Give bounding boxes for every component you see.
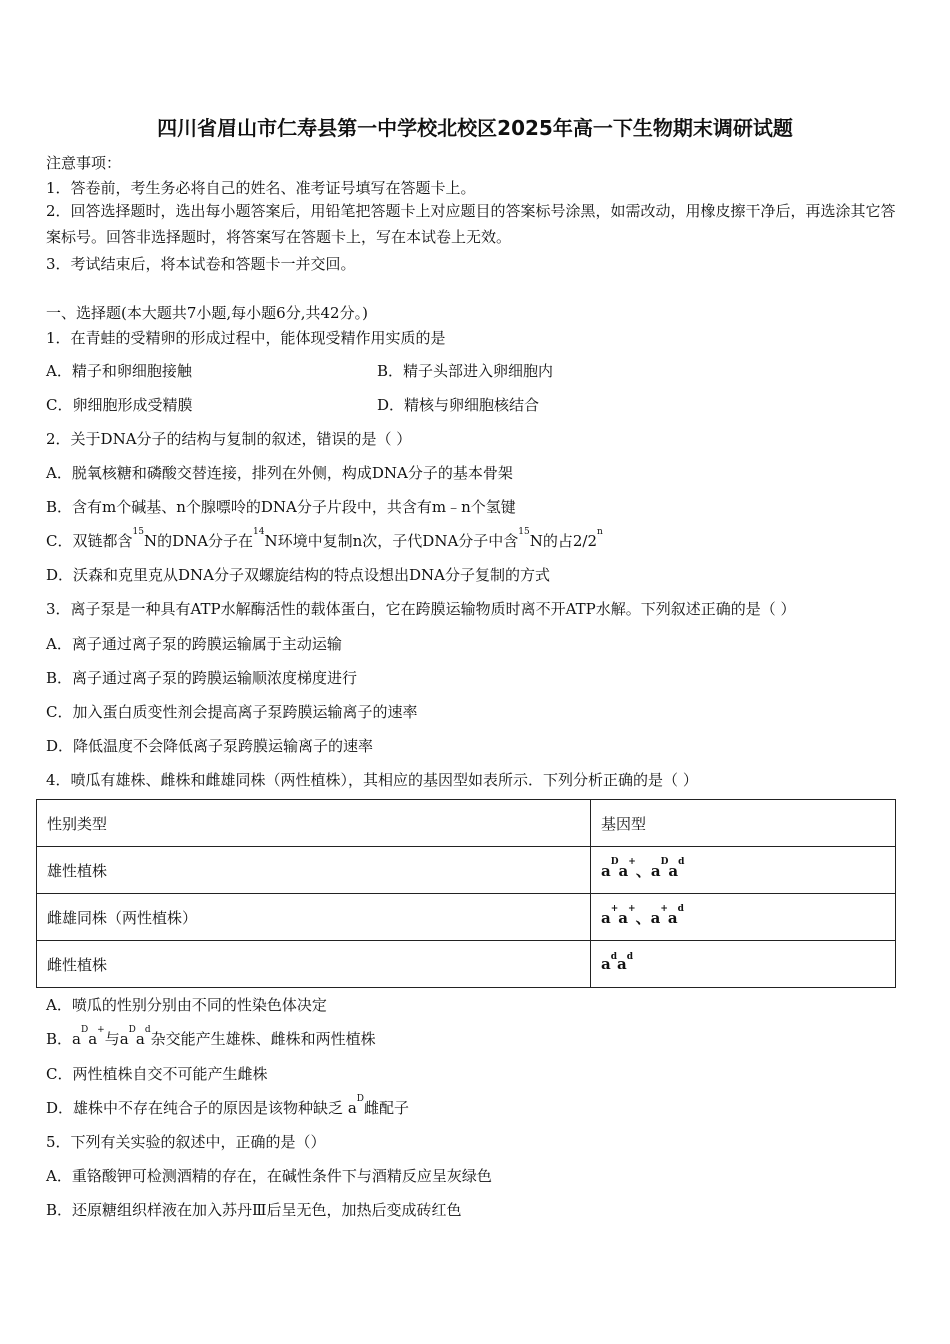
q4-option-d: D．雄株中不存在纯合子的原因是该物种缺乏 $a^D$雌配子 — [46, 1094, 409, 1117]
table-cell-genotype: $a^da^d$ — [591, 941, 896, 988]
page-title: 四川省眉山市仁寿县第一中学校北校区2025年高一下生物期末调研试题 — [157, 116, 793, 140]
table-row — [37, 894, 896, 941]
table-row — [37, 847, 896, 894]
q1-stem: 1．在青蛙的受精卵的形成过程中，能体现受精作用实质的是 — [46, 329, 446, 347]
section-heading: 一、选择题(本大题共7小题,每小题6分,共42分。) — [46, 304, 368, 322]
table-cell-genotype: a+a+、$a^+a^d$ — [591, 894, 896, 941]
notice-item-1: 1．答卷前，考生务必将自己的姓名、准考证号填写在答题卡上。 — [46, 179, 476, 197]
q1-option-c: C．卵细胞形成受精膜 — [46, 396, 193, 414]
q3-stem: 3．离子泵是一种具有ATP水解酶活性的载体蛋白，它在跨膜运输物质时离不开ATP水解。下列叙述正确的是（ ） — [46, 600, 796, 618]
q2-option-c: C．双链都含$^{15}$N的DNA分子在$^{14}$N环境中复制n次，子代DNA分子中含$^{15}$N的占2/2$^n$ — [46, 527, 603, 550]
q2-option-b: B．含有m个碱基、n个腺嘌呤的DNA分子片段中，共含有m﹣n个氢键 — [46, 498, 516, 516]
q1-option-b: B．精子头部进入卵细胞内 — [377, 362, 554, 380]
q2-option-a: A．脱氧核糖和磷酸交替连接，排列在外侧，构成DNA分子的基本骨架 — [46, 464, 513, 482]
table-header-row — [37, 800, 896, 847]
q5-option-b: B．还原糖组织样液在加入苏丹Ⅲ后呈无色，加热后变成砖红色 — [46, 1201, 462, 1219]
table-header-genotype: 基因型 — [591, 800, 896, 847]
q4-option-c: C．两性植株自交不可能产生雌株 — [46, 1065, 268, 1083]
q5-option-a: A．重铬酸钾可检测酒精的存在，在碱性条件下与酒精反应呈灰绿色 — [46, 1167, 492, 1185]
q2-option-d: D．沃森和克里克从DNA分子双螺旋结构的特点设想出DNA分子复制的方式 — [46, 566, 550, 584]
table-cell-type: 雌雄同株（两性植株） — [37, 894, 591, 941]
genotype-table — [36, 799, 896, 988]
q3-option-c: C．加入蛋白质变性剂会提高离子泵跨膜运输离子的速率 — [46, 703, 418, 721]
q1-option-d: D．精核与卵细胞核结合 — [377, 396, 540, 414]
notice-item-2: 2．回答选择题时，选出每小题答案后，用铅笔把答题卡上对应题目的答案标号涂黑，如需改动，用橡皮擦干净后，再选涂其它答案标号。回答非选择题时，将答案写在答题卡上，写在本试卷上无效。 — [46, 202, 896, 246]
q4-stem: 4．喷瓜有雄株、雌株和雌雄同株（两性植株），其相应的基因型如表所示．下列分析正确的是（ ） — [46, 771, 698, 789]
q5-stem: 5．下列有关实验的叙述中，正确的是（） — [46, 1133, 326, 1151]
table-cell-type: 雌性植株 — [37, 941, 591, 988]
q2-stem: 2．关于DNA分子的结构与复制的叙述，错误的是（ ） — [46, 430, 412, 448]
q3-option-d: D．降低温度不会降低离子泵跨膜运输离子的速率 — [46, 737, 374, 755]
q4-option-b: B．$a^Da^+$与$a^Da^d$杂交能产生雄株、雌株和两性植株 — [46, 1025, 376, 1048]
table-cell-genotype: $a^Da^+$、$a^Da^d$ — [591, 847, 896, 894]
q1-option-a: A．精子和卵细胞接触 — [46, 362, 192, 380]
table-row — [37, 941, 896, 988]
q3-option-b: B．离子通过离子泵的跨膜运输顺浓度梯度进行 — [46, 669, 358, 687]
notice-item-3: 3．考试结束后，将本试卷和答题卡一并交回。 — [46, 255, 356, 273]
table-header-sex: 性别类型 — [37, 800, 591, 847]
q4-option-a: A．喷瓜的性别分别由不同的性染色体决定 — [46, 996, 327, 1014]
q3-option-a: A．离子通过离子泵的跨膜运输属于主动运输 — [46, 635, 342, 653]
table-cell-type: 雄性植株 — [37, 847, 591, 894]
notice-heading: 注意事项： — [46, 154, 122, 172]
